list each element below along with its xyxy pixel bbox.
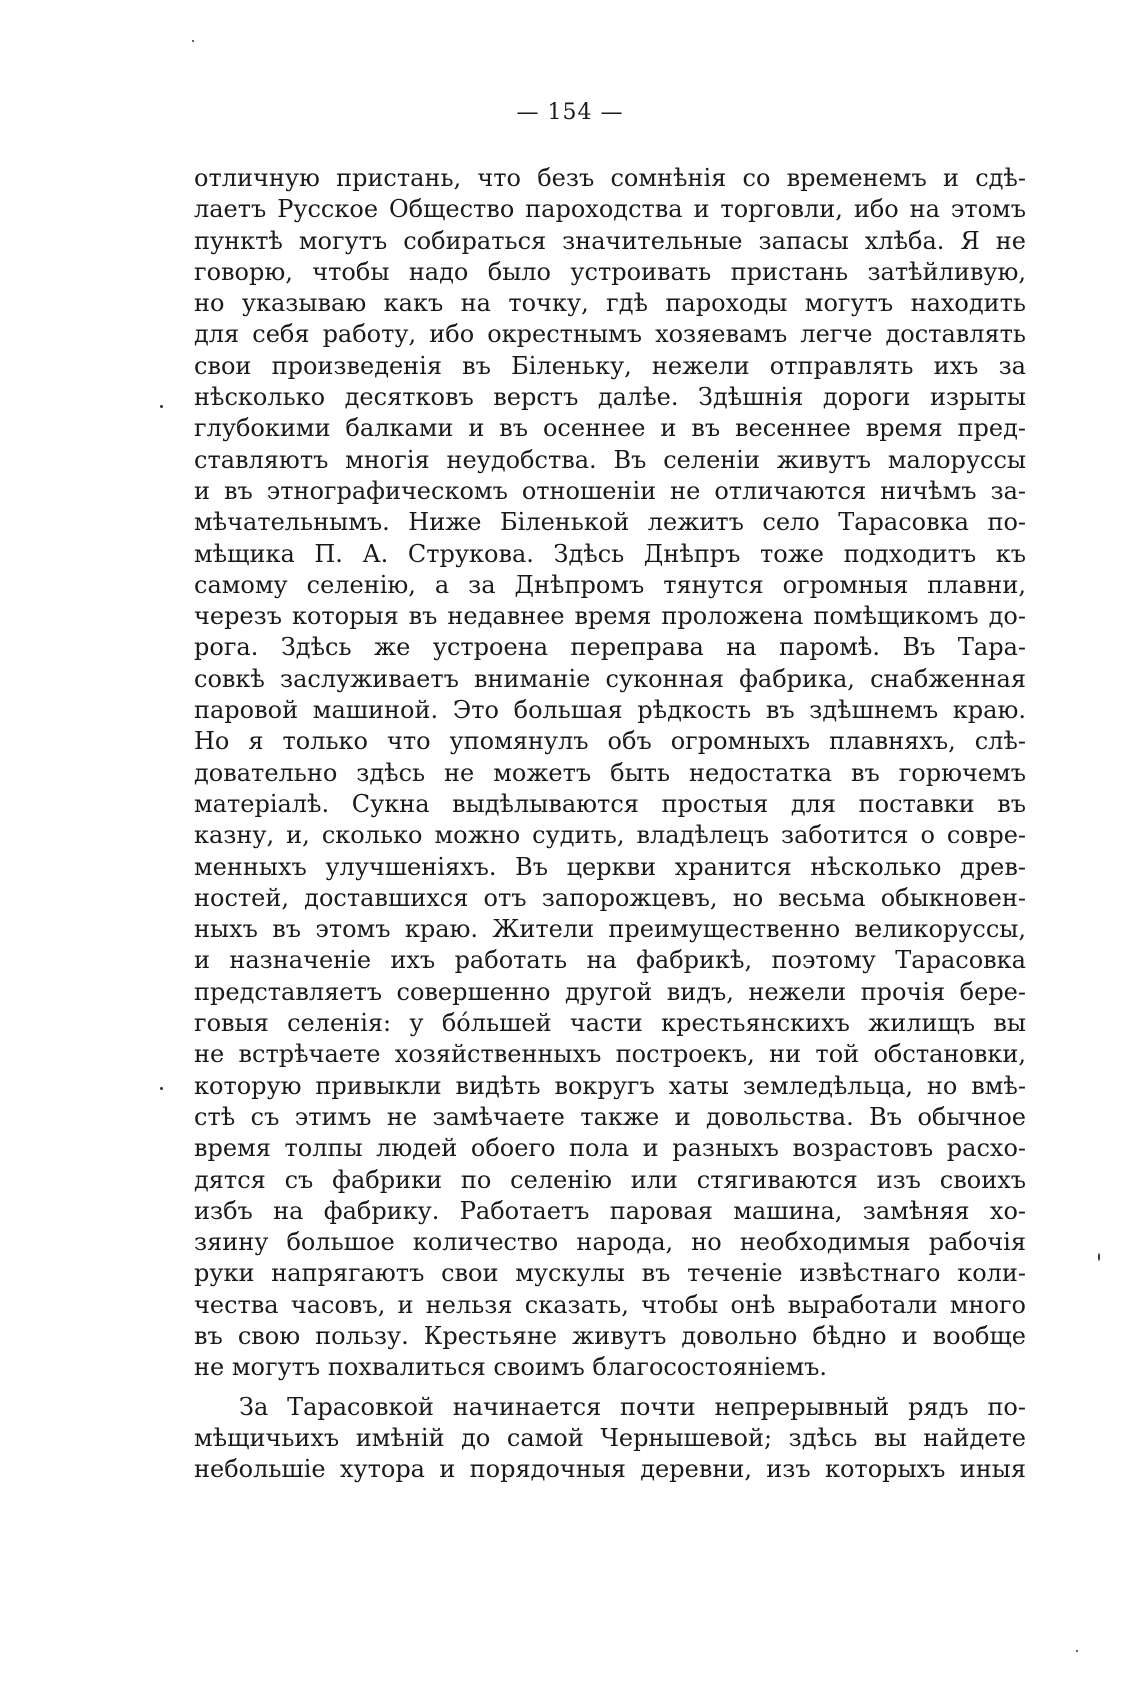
scan-speck (1098, 1253, 1100, 1261)
text-line: стѣ съ этимъ не замѣчаете также и довольства. Въ обычное (194, 1102, 1026, 1131)
scan-speck (1076, 1650, 1078, 1652)
text-line: ставляютъ многія неудобства. Въ селеніи живутъ малоруссы (194, 445, 1026, 474)
text-line: дятся съ фабрики по селенію или стягиваются изъ своихъ (194, 1165, 1026, 1194)
text-line: представляетъ совершенно другой видъ, нежели прочія бере- (194, 977, 1026, 1006)
text-line: и назначеніе ихъ работать на фабрикѣ, поэтому Тарасовка (194, 946, 1026, 975)
scan-speck (160, 1087, 163, 1090)
text-line: рога. Здѣсь же устроена переправа на паромѣ. Въ Тара- (194, 633, 1026, 662)
paragraph-1 (194, 163, 1026, 1384)
text-line: пунктѣ могутъ собираться значительные запасы хлѣба. Я не (194, 226, 1026, 255)
text-line: черезъ которыя въ недавнее время проложена помѣщикомъ до- (194, 602, 1026, 631)
text-line: Но я только что упомянулъ объ огромныхъ плавняхъ, слѣ- (194, 727, 1026, 756)
text-line: отличную пристань, что безъ сомнѣнія со временемъ и сдѣ- (194, 164, 1026, 192)
text-line: лаетъ Русское Общество пароходства и торговли, ибо на этомъ (194, 195, 1026, 224)
text-line: для себя работу, ибо окрестнымъ хозяевамъ легче доставлять (194, 320, 1026, 349)
text-line: избъ на фабрику. Работаетъ паровая машина, замѣняя хо- (194, 1196, 1026, 1225)
text-line: самому селенію, а за Днѣпромъ тянутся огромныя плавни, (194, 570, 1026, 599)
text-line: которую привыкли видѣть вокругъ хаты земледѣльца, но вмѣ- (194, 1071, 1026, 1100)
text-line: зяину большое количество народа, но необходимыя рабочія (194, 1228, 1026, 1257)
text-line: казну, и, сколько можно судить, владѣлецъ заботится о совре- (194, 821, 1026, 850)
scan-speck (192, 40, 194, 42)
text-line: ностей, доставшихся отъ запорожцевъ, но весьма обыкновен- (194, 883, 1026, 912)
text-line: свои произведенія въ Біленьку, нежели отправлять ихъ за (194, 351, 1026, 380)
text-line: говорю, чтобы надо было устроивать пристань затѣйливую, (194, 257, 1026, 286)
text-line: совкѣ заслуживаетъ вниманіе суконная фабрика, снабженная (194, 664, 1026, 693)
paragraph-2 (194, 1392, 1026, 1486)
text-line: мѣщика П. А. Струкова. Здѣсь Днѣпръ тоже подходитъ къ (194, 539, 1026, 568)
page-number: — 154 — (516, 100, 624, 125)
text-line: но указываю какъ на точку, гдѣ пароходы могутъ находить (194, 289, 1026, 318)
text-line: глубокими балками и въ осеннее и въ весеннее время пред- (194, 414, 1026, 443)
text-line: не могутъ похвалиться своимъ благосостояніемъ. (194, 1353, 828, 1382)
text-line: матеріалѣ. Сукна выдѣлываются простыя для поставки въ (194, 789, 1026, 818)
text-line: мѣщичьихъ имѣній до самой Чернышевой; здѣсь вы найдете (194, 1423, 1026, 1452)
text-line: нѣсколько десятковъ верстъ далѣе. Здѣшнія дороги изрыты (194, 383, 1026, 412)
text-line: ныхъ въ этомъ краю. Жители преимущественно великоруссы, (194, 915, 1026, 944)
text-line: менныхъ улучшеніяхъ. Въ церкви хранится нѣсколько древ- (194, 852, 1026, 881)
text-line: мѣчательнымъ. Ниже Біленькой лежитъ село Тарасовка по- (194, 508, 1026, 537)
body-text (194, 163, 1026, 1485)
text-line: и въ этнографическомъ отношеніи не отличаются ничѣмъ за- (194, 476, 1026, 505)
paragraph-gap (194, 1384, 1026, 1392)
text-line: небольшіе хутора и порядочныя деревни, изъ которыхъ иныя (194, 1455, 1026, 1484)
text-line: время толпы людей обоего пола и разныхъ возрастовъ расхо- (194, 1134, 1026, 1163)
text-line: руки напрягаютъ свои мускулы въ теченіе извѣстнаго коли- (194, 1259, 1026, 1288)
text-line: чества часовъ, и нельзя сказать, чтобы онѣ выработали много (194, 1290, 1026, 1319)
text-line: довательно здѣсь не можетъ быть недостатка въ горючемъ (194, 758, 1026, 787)
text-line: не встрѣчаете хозяйственныхъ построекъ, ни той обстановки, (194, 1040, 1026, 1069)
scan-speck (160, 405, 163, 408)
text-line: въ свою пользу. Крестьяне живутъ довольно бѣдно и вообще (194, 1321, 1026, 1350)
text-line: говыя селенія: у бо́льшей части крестьянскихъ жилищъ вы (194, 1009, 1026, 1038)
text-line: За Тарасовкой начинается почти непрерывный рядъ по- (239, 1392, 1026, 1421)
text-line: паровой машиной. Это большая рѣдкость въ здѣшнемъ краю. (194, 696, 1026, 725)
